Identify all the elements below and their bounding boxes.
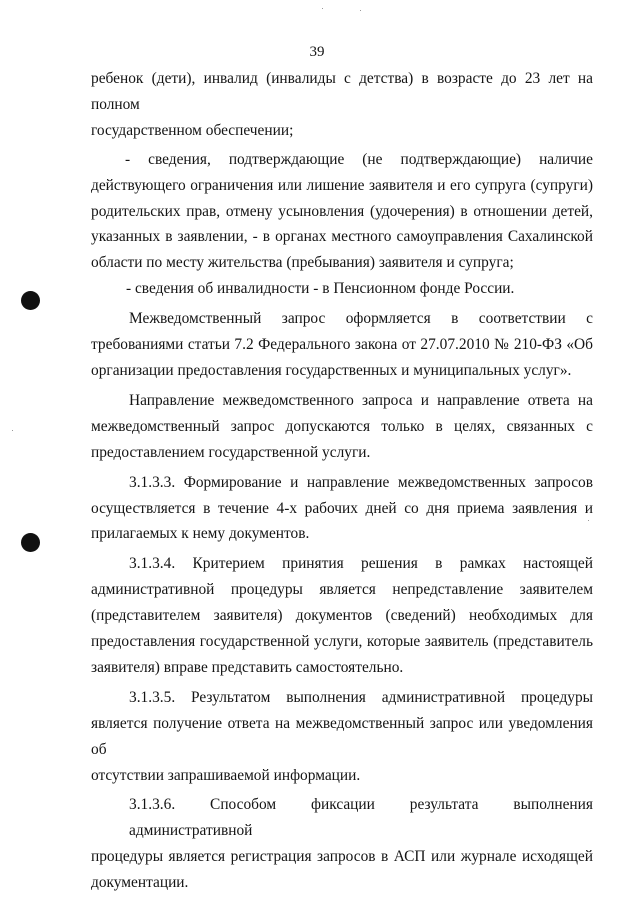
- text-line: предоставлением государственной услуги.: [91, 443, 371, 461]
- scan-speck: [322, 8, 323, 9]
- paragraph-list-item: [91, 276, 593, 302]
- text-line: 3.1.3.4. Критерием принятия решения в рамках настоящей: [129, 555, 593, 573]
- text-line: прилагаемых к нему документов.: [91, 525, 310, 543]
- text-line: административной процедуры является непредставление заявителем: [91, 581, 593, 599]
- text-line: - сведения об инвалидности - в Пенсионном фонде России.: [126, 280, 515, 298]
- punch-hole-mark: [21, 533, 40, 552]
- paragraph-section-3-1-3-3: [91, 470, 593, 548]
- paragraph-section-3-1-3-6: [91, 792, 593, 896]
- text-line: действующего ограничения или лишение заявителя и его супруга (супруги): [91, 176, 593, 194]
- text-line: Направление межведомственного запроса и направление ответа на: [129, 391, 593, 409]
- text-line: 3.1.3.5. Результатом выполнения административной процедуры: [129, 688, 593, 706]
- text-line: процедуры является регистрация запросов в АСП или журнале исходящей: [91, 848, 593, 866]
- scan-speck: [360, 10, 361, 11]
- text-line: 3.1.3.6. Способом фиксации результата выполнения административной: [129, 796, 593, 840]
- paragraph-list-item: [91, 147, 593, 277]
- text-line: является получение ответа на межведомственный запрос или уведомления об: [91, 714, 593, 758]
- text-line: указанных в заявлении, - в органах местного самоуправления Сахалинской: [91, 228, 593, 246]
- text-line: документации.: [91, 874, 189, 892]
- text-line: 3.1.3.3. Формирование и направление межведомственных запросов: [129, 473, 593, 491]
- paragraph: [91, 306, 593, 384]
- scan-speck: [12, 430, 13, 431]
- paragraph-section-3-1-3-5: [91, 685, 593, 789]
- text-line: заявителя) вправе представить самостоятельно.: [91, 658, 404, 676]
- punch-hole-mark: [21, 291, 40, 310]
- text-line: организации предоставления государственных и муниципальных услуг».: [91, 361, 572, 379]
- text-line: области по месту жительства (пребывания) заявителя и супруга;: [91, 254, 514, 272]
- text-line: родительских прав, отмену усыновления (удочерения) в отношении детей,: [91, 202, 593, 220]
- text-line: Межведомственный запрос оформляется в соответствии с: [129, 310, 593, 328]
- text-line: межведомственный запрос допускаются только в целях, связанных с: [91, 417, 593, 435]
- text-line: осуществляется в течение 4-х рабочих дней со дня приема заявления и: [91, 499, 593, 517]
- text-line: предоставления государственной услуги, которые заявитель (представитель: [91, 633, 593, 651]
- document-body: [91, 66, 593, 896]
- text-line: ребенок (дети), инвалид (инвалиды с детства) в возрасте до 23 лет на полном: [91, 70, 593, 113]
- text-line: требованиями статьи 7.2 Федерального закона от 27.07.2010 № 210-ФЗ «Об: [91, 336, 593, 354]
- text-line: государственном обеспечении;: [91, 121, 294, 139]
- paragraph-continuation: [91, 66, 593, 144]
- text-line: - сведения, подтверждающие (не подтверждающие) наличие: [125, 150, 593, 168]
- text-line: (представителем заявителя) документов (сведений) необходимых для: [91, 607, 593, 625]
- page-number: 39: [309, 44, 325, 60]
- text-line: отсутствии запрашиваемой информации.: [91, 766, 361, 784]
- paragraph-section-3-1-3-4: [91, 551, 593, 681]
- paragraph: [91, 388, 593, 466]
